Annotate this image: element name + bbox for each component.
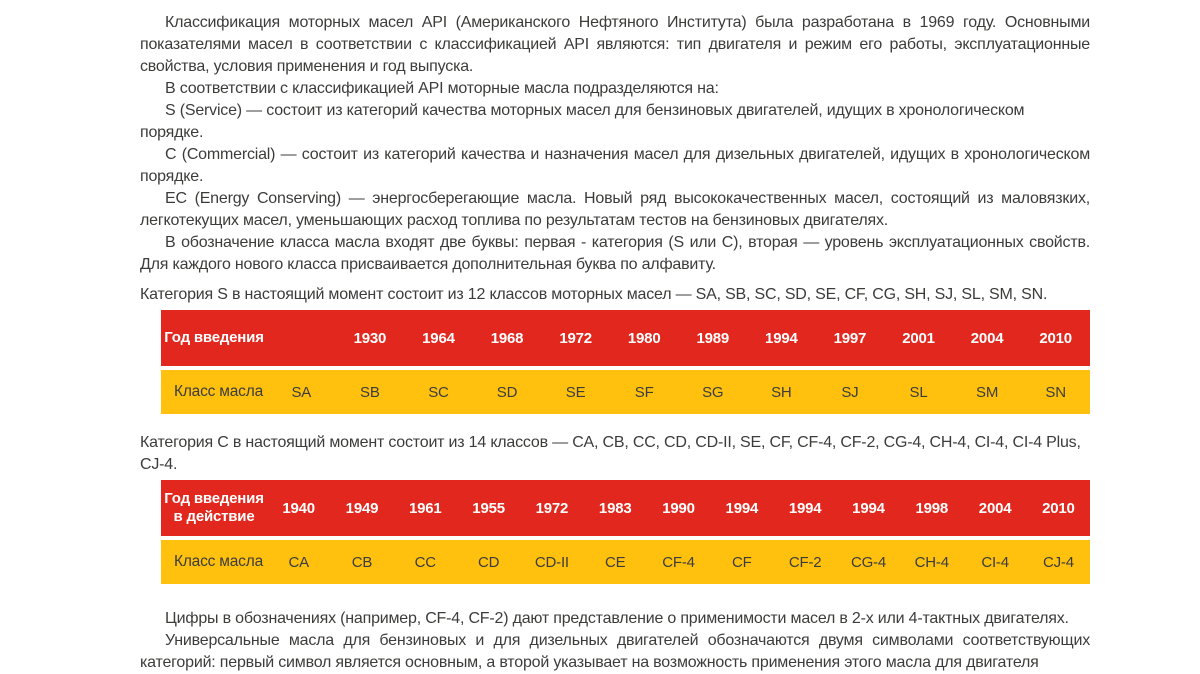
year-cell: 1972 — [559, 329, 592, 347]
year-cell: 1998 — [915, 499, 949, 517]
year-cell: 1968 — [490, 329, 524, 347]
year-cell: 1961 — [408, 499, 442, 517]
category-s-table — [161, 310, 1090, 414]
class-cell: CE — [605, 553, 626, 571]
year-cell: 1994 — [765, 329, 798, 347]
class-cell: CD-II — [534, 553, 569, 571]
year-cell: 1994 — [852, 499, 885, 517]
year-cell: 1940 — [282, 499, 315, 517]
year-cell: 1994 — [725, 499, 759, 517]
class-cell: SL — [909, 383, 928, 401]
category-s-class-row — [161, 370, 1090, 414]
class-cell: CB — [351, 553, 373, 571]
class-cell: CF — [732, 553, 752, 571]
year-cell: 2010 — [1039, 329, 1072, 347]
category-s-year-row — [161, 310, 1090, 366]
class-cell: CH-4 — [914, 553, 949, 571]
class-cell: SC — [428, 383, 449, 401]
class-cell: CF-4 — [662, 553, 695, 571]
intro-paragraph-4: C (Commercial) — состоит из категорий качества и назначения масел для дизельных двигателей, идущих в хронологическом порядке. — [140, 146, 1090, 185]
intro-paragraph-6: В обозначение класса масла входят две буквы: первая - категория (S или C), вторая — уровень эксплуатационных свойств. Для каждого нового класса присваивается дополнительная буква по алфавиту. — [140, 234, 1090, 273]
class-row-label: Класс масла — [174, 553, 263, 570]
year-cell: 1989 — [696, 329, 730, 347]
outro-paragraph-2: Универсальные масла для бензиновых и для дизельных двигателей обозначаются двумя символами соответствующих категорий: первый символ является основным, а второй указывает на возможность применения этого масла для двигателя — [140, 632, 1090, 671]
class-cell: CJ-4 — [1042, 553, 1074, 571]
year-cell: 2010 — [1042, 499, 1075, 517]
class-cell: SJ — [841, 383, 859, 401]
category-c-table — [161, 480, 1090, 584]
category-c-caption: Категория C в настоящий момент состоит из 14 классов — CA, CB, CC, CD, CD-II, SE, CF, CF-4, CF-2, CG-4, CH-4, CI-4, CI-4 Plus, CJ-4. — [140, 434, 1081, 473]
year-cell: 1930 — [353, 329, 387, 347]
class-cell: CC — [414, 553, 436, 571]
class-cell: CF-2 — [788, 553, 822, 571]
class-cell: CA — [288, 553, 309, 571]
class-cell: CD — [477, 553, 500, 571]
class-cell: CI-4 — [981, 553, 1009, 571]
class-cell: SH — [771, 383, 792, 401]
class-cell: SB — [360, 383, 380, 401]
year-cell: 1997 — [833, 329, 867, 347]
year-cell: 1949 — [345, 499, 379, 517]
class-cell: SN — [1045, 383, 1066, 401]
category-s-caption: Категория S в настоящий момент состоит из 12 классов моторных масел — SA, SB, SC, SD, SE, CF, CG, SH, SJ, SL, SM, SN. — [140, 286, 1048, 303]
class-cell: SE — [565, 383, 586, 401]
year-row-label: Год введения — [164, 329, 264, 346]
year-cell: 1972 — [535, 499, 569, 517]
class-cell: CG-4 — [850, 553, 886, 571]
year-cell: 2001 — [902, 329, 935, 347]
year-cell: 1990 — [662, 499, 695, 517]
intro-paragraph-3: S (Service) — состоит из категорий качества моторных масел для бензиновых двигателей, идущих в хронологическом порядке. — [140, 102, 1025, 141]
class-cell: SM — [976, 383, 999, 401]
outro-paragraph-1: Цифры в обозначениях (например, CF-4, CF-2) дают представление о применимости масел в 2-х или 4-тактных двигателях. — [165, 610, 1069, 627]
class-cell: SF — [634, 383, 654, 401]
intro-paragraph-2: В соответствии с классификацией API моторные масла подразделяются на: — [165, 80, 719, 97]
class-cell: SA — [291, 383, 312, 401]
document-content — [140, 12, 1090, 674]
class-cell: SD — [496, 383, 518, 401]
year-cell: 1955 — [472, 499, 505, 517]
year-cell: 2004 — [978, 499, 1012, 517]
year-cell: 1980 — [627, 329, 661, 347]
category-c-class-row — [161, 540, 1090, 584]
intro-paragraph-1: Классификация моторных масел API (Американского Нефтяного Института) была разработана в 1969 году. Основными показателями масел в соответствии с классификацией API являются: тип двигателя и режим его работы, эксплуатационные свойства, условия применения и год выпуска. — [140, 14, 1090, 75]
year-cell: 1964 — [422, 329, 455, 347]
category-c-year-row — [161, 480, 1090, 536]
year-cell: 1983 — [598, 499, 632, 517]
class-row-label: Класс масла — [174, 383, 263, 400]
year-cell: 1994 — [788, 499, 822, 517]
intro-paragraph-5: EC (Energy Conserving) — энергосберегающие масла. Новый ряд высококачественных масел, состоящий из маловязких, легкотекущих масел, уменьшающих расход топлива по результатам тестов на бензиновых двигателях. — [140, 190, 1090, 229]
class-cell: SG — [702, 383, 724, 401]
year-cell — [267, 310, 336, 366]
year-cell: 2004 — [970, 329, 1004, 347]
year-row-label: Год введения в действие — [164, 490, 264, 525]
